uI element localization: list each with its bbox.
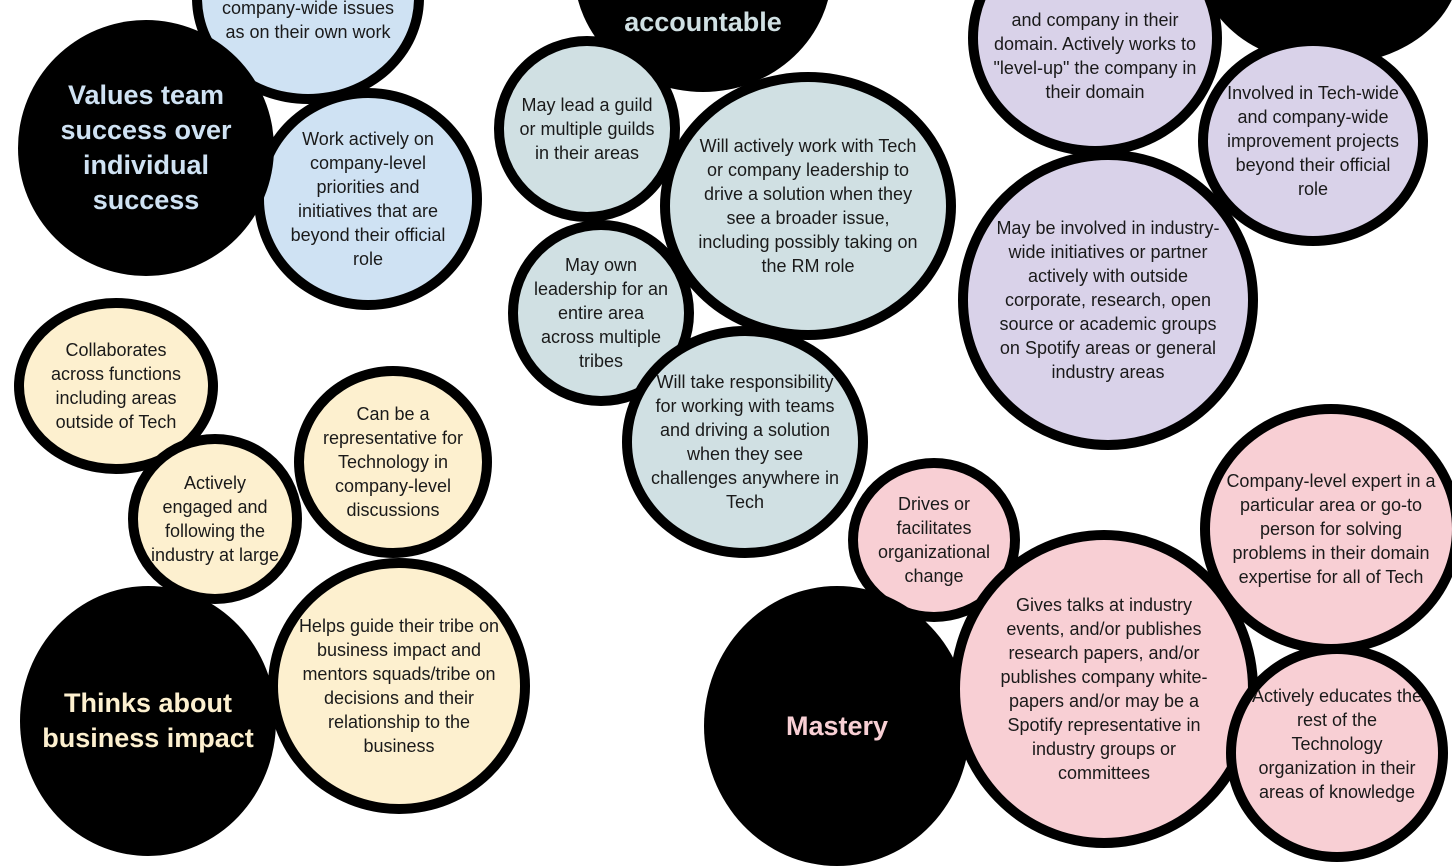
bubble-text: Helps guide their tribe on business impact and mentors squads/tribe on decisions and their relationship to the business [298, 616, 500, 756]
hub-team-success [18, 20, 274, 276]
bubble-representative [294, 366, 492, 558]
bubble-industry-initiatives [958, 150, 1258, 450]
hub-mastery [704, 586, 970, 866]
hub-business-impact [20, 586, 276, 856]
bubble-text: Drives or facilitates organizational change [877, 494, 991, 586]
bubble-guide-tribe [268, 558, 530, 814]
bubble-company-level-priorities [254, 88, 482, 310]
bubble-text: Gives talks at industry events, and/or publishes research papers, and/or publishes company white-papers and/or may be a Spotify representative in industry groups or committees [1000, 595, 1208, 783]
bubble-text: Actively educates the rest of the Technology organization in their areas of knowledge [1251, 686, 1423, 802]
bubble-text: Will actively work with Tech or company leadership to drive a solution when they see a broader issue, including possibly taking on the RM role [698, 136, 918, 276]
bubble-text: Company-level expert in a particular area or go-to person for solving problems in their domain expertise for all of Tech [1226, 471, 1436, 587]
bubble-gives-talks [950, 530, 1258, 848]
bubble-drive-solution [660, 72, 956, 340]
bubble-level-up [968, 0, 1222, 156]
bubble-improvement-projects [1198, 36, 1428, 246]
bubble-text: Will take responsibility for working with teams and driving a solution when they see challenges anywhere in Tech [650, 372, 840, 512]
bubble-text: Involved in Tech-wide and company-wide improvement projects beyond their official role [1226, 83, 1400, 199]
bubble-lead-guild [494, 36, 680, 222]
bubble-engaged-industry [128, 434, 302, 604]
bubble-text: Can be a representative for Technology in company-level discussions [322, 404, 464, 520]
bubble-take-responsibility [622, 326, 868, 558]
bubble-text: and company in their domain. Actively works to "level-up" the company in their domain [993, 10, 1197, 102]
bubble-text: Work actively on company-level priorities and initiatives that are beyond their official role [290, 129, 446, 269]
bubble-text: May lead a guild or multiple guilds in their areas [519, 95, 655, 163]
bubble-educates [1226, 644, 1448, 862]
hub-label: Mastery [785, 710, 889, 741]
bubble-text: Collaborates across functions including areas outside of Tech [50, 340, 182, 432]
hub-label: Thinks about business impact [42, 688, 254, 753]
hub-label: accountable [624, 7, 782, 37]
hub-label: Values team success over individual success [60, 80, 232, 215]
bubble-text: May be involved in industry-wide initiatives or partner actively with outside corporate, research, open source or academic groups on Spotify areas or general industry areas [996, 218, 1220, 382]
bubble-text: May own leadership for an entire area across multiple tribes [533, 255, 669, 371]
bubble-text: company-wide issues as on their own work [221, 0, 395, 42]
bubble-text: Actively engaged and following the industry at large [150, 473, 280, 565]
